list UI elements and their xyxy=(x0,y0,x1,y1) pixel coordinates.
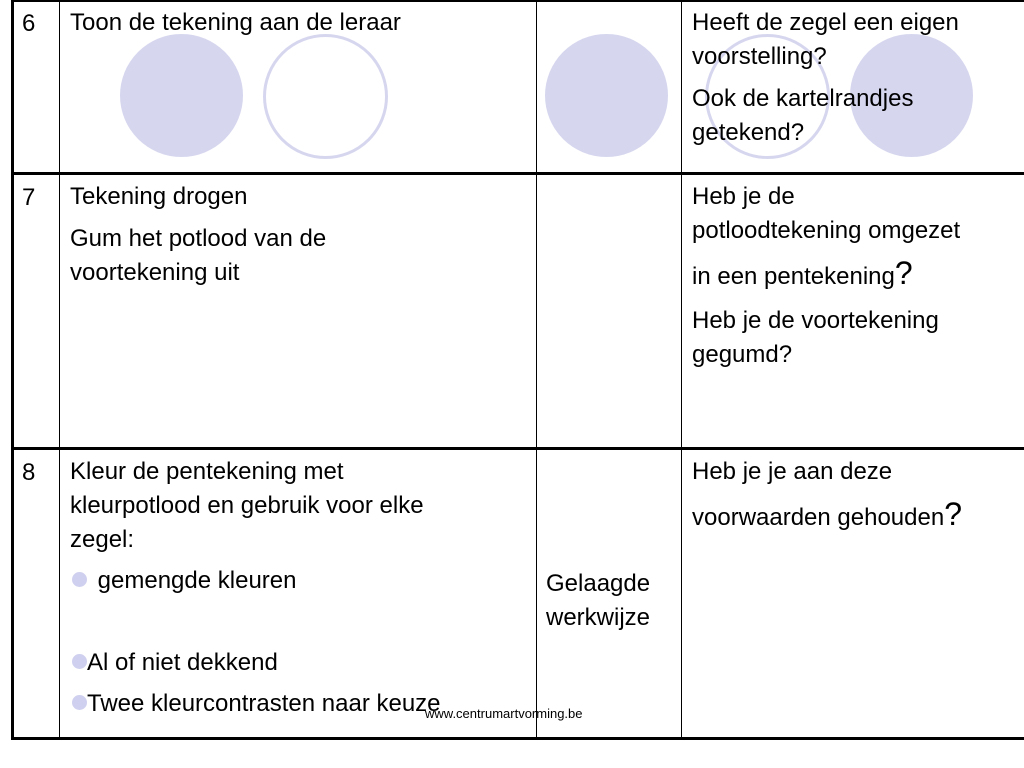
check-text: Heeft de zegel een eigen xyxy=(692,9,959,36)
column-divider-1 xyxy=(59,0,60,740)
check-text-part: in een pentekening xyxy=(692,263,895,290)
bullet-item xyxy=(72,687,441,721)
bullet-item xyxy=(72,564,296,598)
row-divider-1 xyxy=(11,172,1024,175)
check-text: Heb je de xyxy=(692,183,795,210)
check-text: potloodtekening omgezet xyxy=(692,217,961,244)
check-text: gegumd? xyxy=(692,341,793,368)
method-text: Gelaagde xyxy=(546,570,651,597)
instruction-text: Kleur de pentekening met xyxy=(70,458,344,485)
filled-circle-shape xyxy=(120,34,243,157)
row-divider-2 xyxy=(11,447,1024,450)
filled-circle-shape xyxy=(545,34,668,157)
check-text: Ook de kartelrandjes xyxy=(692,85,914,112)
instruction-text: Toon de tekening aan de leraar xyxy=(70,9,401,36)
method-text: werkwijze xyxy=(546,604,651,631)
row-number: 7 xyxy=(22,184,36,211)
bullet-dot-icon xyxy=(72,654,87,669)
check-text xyxy=(692,497,962,535)
check-text xyxy=(692,256,913,294)
bullet-text: gemengde kleuren xyxy=(91,567,297,594)
table-border-bottom xyxy=(11,737,1024,740)
row-number: 6 xyxy=(22,10,36,37)
bullet-dot-icon xyxy=(72,695,87,710)
check-text: voorstelling? xyxy=(692,43,827,70)
bullet-item xyxy=(72,646,278,680)
check-text: Heb je de voortekening xyxy=(692,307,939,334)
check-text: getekend? xyxy=(692,119,805,146)
instruction-text: Tekening drogen xyxy=(70,183,248,210)
instruction-text: Gum het potlood van de xyxy=(70,225,327,252)
row-number: 8 xyxy=(22,459,36,486)
column-divider-3 xyxy=(681,0,682,740)
question-mark: ? xyxy=(944,496,962,532)
instruction-text: zegel: xyxy=(70,526,135,553)
footer-url: www.centrumartvorming.be xyxy=(425,706,583,721)
check-text-part: voorwaarden gehouden xyxy=(692,504,945,531)
bullet-text: Al of niet dekkend xyxy=(87,649,278,676)
table-border-top xyxy=(11,0,1024,2)
instruction-text: kleurpotlood en gebruik voor elke xyxy=(70,492,424,519)
column-divider-2 xyxy=(536,0,537,740)
instruction-text: voortekening uit xyxy=(70,259,240,286)
bullet-dot-icon xyxy=(72,572,87,587)
bullet-text: Twee kleurcontrasten naar keuze xyxy=(87,690,441,717)
check-text: Heb je je aan deze xyxy=(692,458,893,485)
table-border-left xyxy=(11,0,14,740)
outline-circle-shape xyxy=(263,34,388,159)
question-mark: ? xyxy=(894,255,913,291)
